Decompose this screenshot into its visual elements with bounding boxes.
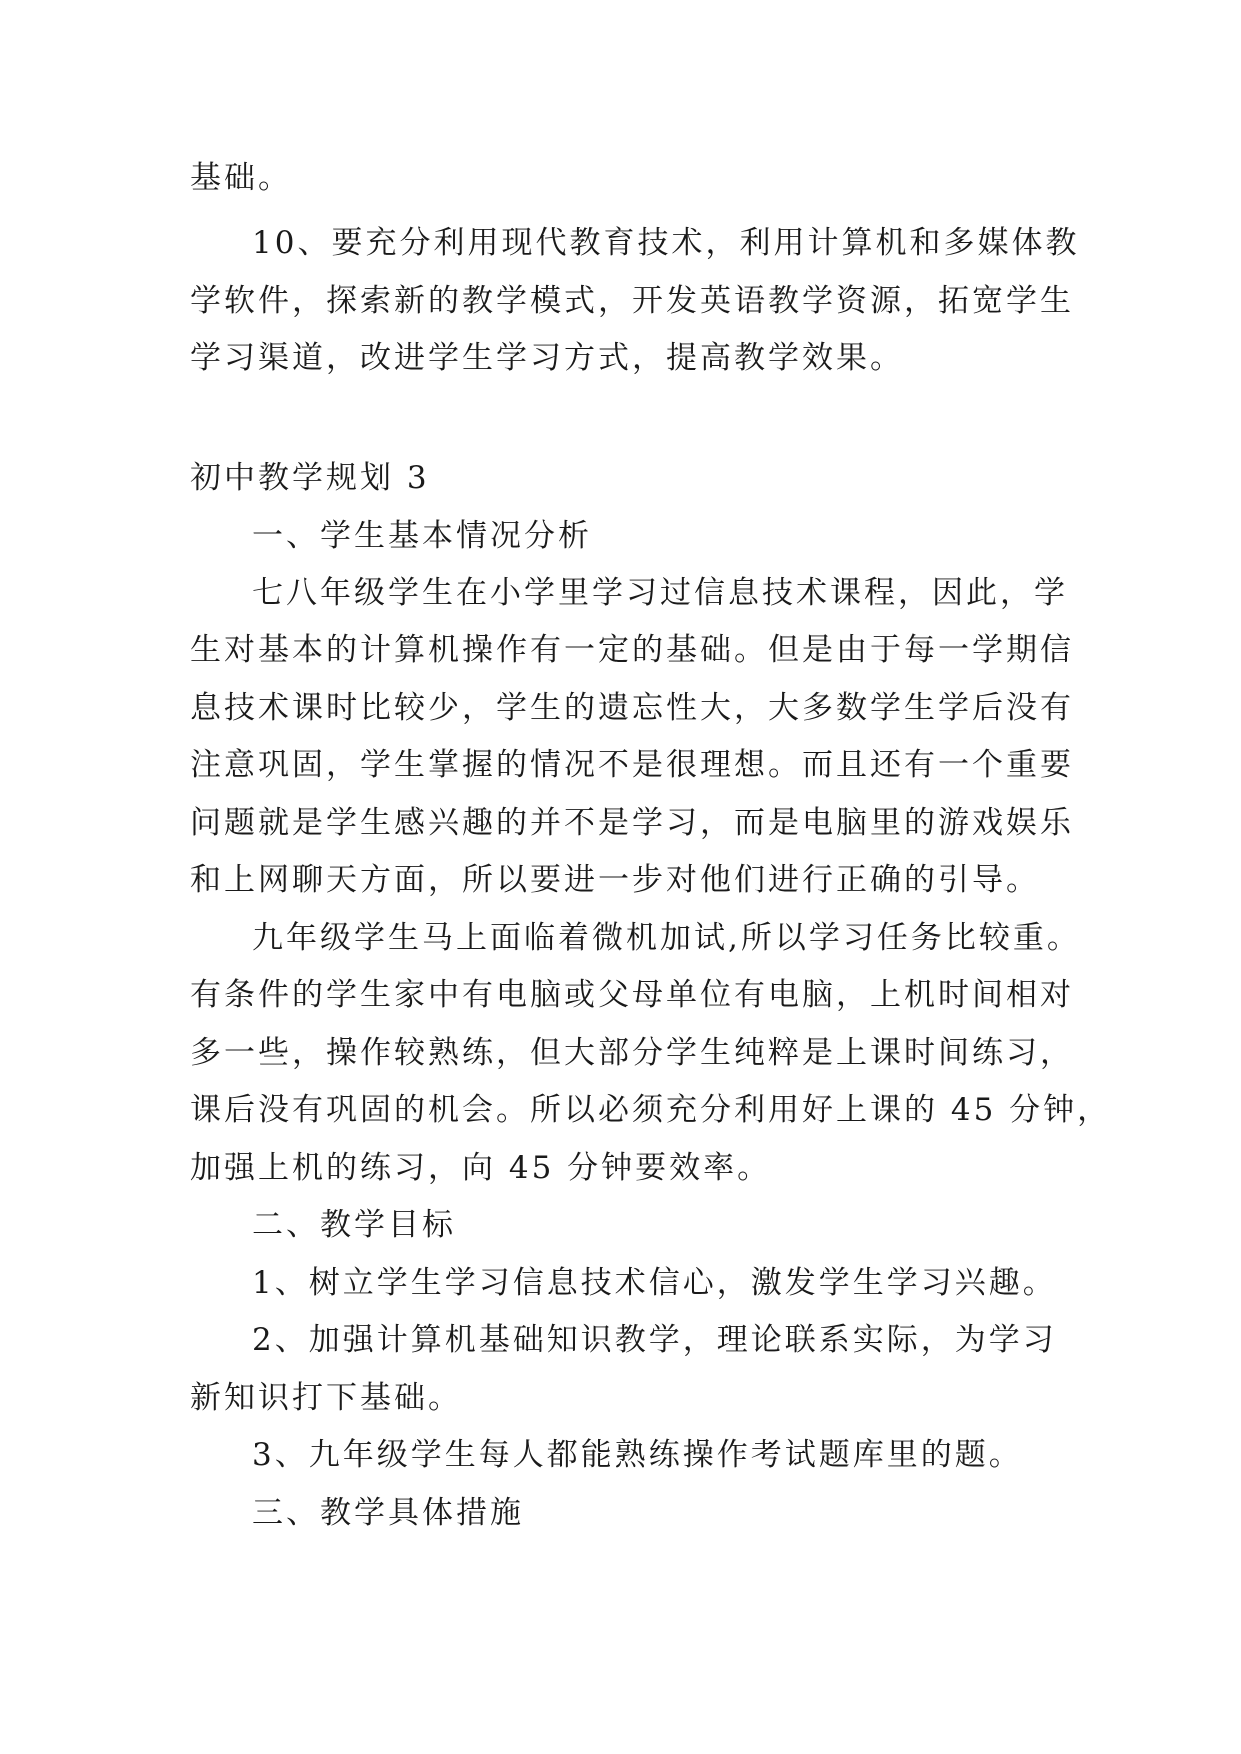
text-line: 3、九年级学生每人都能熟练操作考试题库里的题。 [252,1437,1023,1473]
text-line: 10、要充分利用现代教育技术，利用计算机和多媒体教 [252,225,1080,261]
text-line: 加强上机的练习，向 45 分钟要效率。 [190,1150,772,1186]
text-line: 问题就是学生感兴趣的并不是学习，而是电脑里的游戏娱乐 [190,805,1074,841]
text-line: 七八年级学生在小学里学习过信息技术课程，因此，学 [252,575,1068,611]
section-heading: 二、教学目标 [252,1207,456,1243]
text-line: 课后没有巩固的机会。所以必须充分利用好上课的 45 分钟， [190,1092,1112,1128]
section-title: 初中教学规划 3 [190,460,430,496]
text-line: 有条件的学生家中有电脑或父母单位有电脑，上机时间相对 [190,977,1074,1013]
text-line: 1、树立学生学习信息技术信心，激发学生学习兴趣。 [252,1265,1057,1301]
text-line: 多一些，操作较熟练，但大部分学生纯粹是上课时间练习， [190,1035,1074,1071]
text-line: 2、加强计算机基础知识教学，理论联系实际，为学习 [252,1322,1057,1358]
text-line: 基础。 [190,160,292,196]
text-line: 和上网聊天方面，所以要进一步对他们进行正确的引导。 [190,862,1040,898]
section-heading: 三、教学具体措施 [252,1495,524,1531]
text-line: 生对基本的计算机操作有一定的基础。但是由于每一学期信 [190,632,1074,668]
text-line: 注意巩固，学生掌握的情况不是很理想。而且还有一个重要 [190,747,1074,783]
text-line: 息技术课时比较少，学生的遗忘性大，大多数学生学后没有 [190,690,1074,726]
text-line: 学习渠道，改进学生学习方式，提高教学效果。 [190,340,904,376]
text-line: 九年级学生马上面临着微机加试,所以学习任务比较重。 [252,920,1081,956]
section-heading: 一、学生基本情况分析 [252,518,592,554]
text-line: 新知识打下基础。 [190,1380,462,1416]
text-line: 学软件，探索新的教学模式，开发英语教学资源，拓宽学生 [190,283,1074,319]
